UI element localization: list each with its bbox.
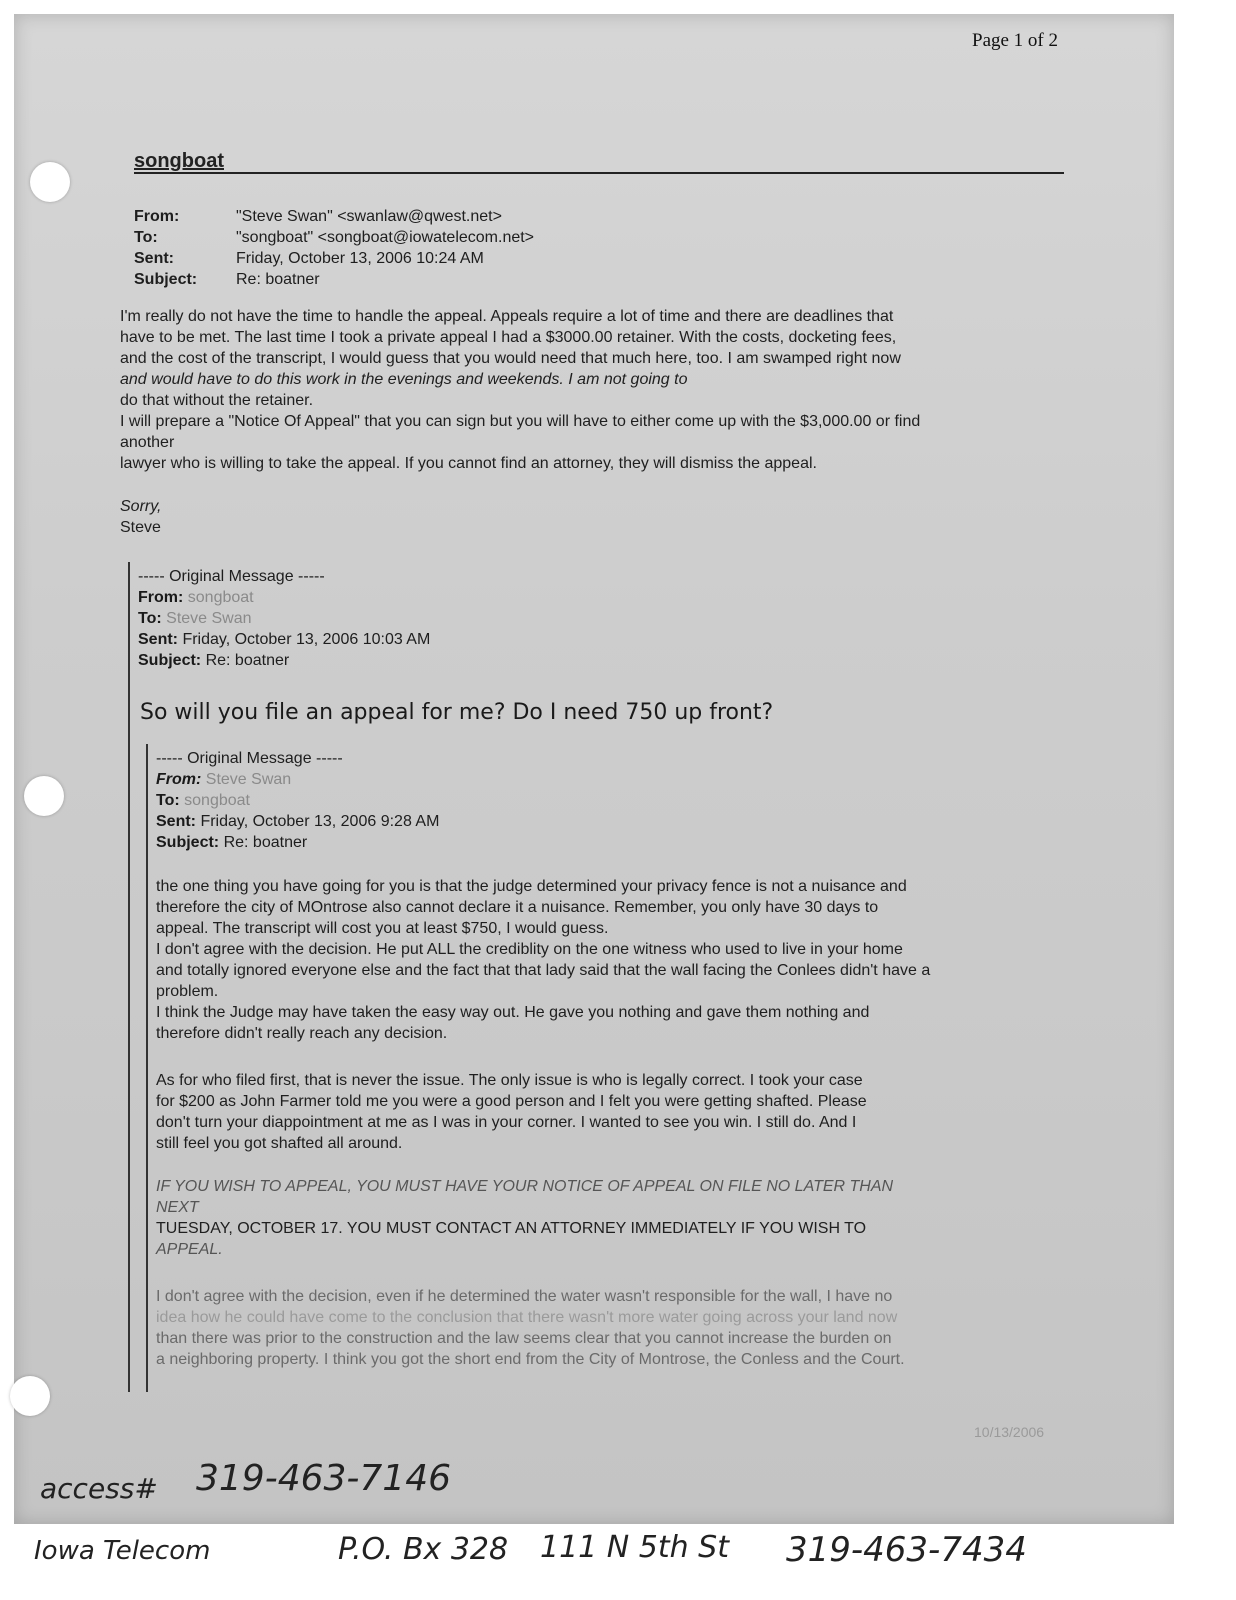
quote1-message: So will you file an appeal for me? Do I need 750 up front? <box>140 700 774 725</box>
quote2-sent-row <box>156 811 439 832</box>
print-date: 10/13/2006 <box>974 1424 1045 1440</box>
quote2-line: appeal. The transcript will cost you at least $750, I would guess. <box>156 920 609 937</box>
quote2-paragraph-1 <box>156 876 930 1044</box>
subject-row <box>134 269 534 290</box>
to-value: "songboat" <songboat@iowatelecom.net> <box>236 229 535 246</box>
punch-hole-bottom <box>10 1376 50 1416</box>
signoff-line: Steve <box>120 519 161 536</box>
quote2-line: therefore the city of MOntrose also cannot declare it a nuisance. Remember, you only have 30 days to <box>156 899 879 916</box>
quote1-subject-value: Re: boatner <box>205 652 290 669</box>
sent-value: Friday, October 13, 2006 10:24 AM <box>236 250 484 267</box>
quote1-subject-label: Subject: <box>138 652 202 669</box>
reply-line: and would have to do this work in the evenings and weekends. I am not going to <box>120 371 688 388</box>
quote2-line: and totally ignored everyone else and the fact that that lady said that the wall facing the Conlees didn't have a <box>156 962 931 979</box>
quote2-paragraph-3 <box>156 1176 893 1260</box>
reply-line: I will prepare a "Notice Of Appeal" that you can sign but you will have to either come up with the $3,000.00 or find <box>120 413 921 430</box>
sent-row <box>134 248 534 269</box>
quote2-line: don't turn your diappointment at me as I was in your corner. I wanted to see you win. I still do. And I <box>156 1114 857 1131</box>
quote2-line: I don't agree with the decision. He put ALL the crediblity on the one witness who used to live in your home <box>156 941 903 958</box>
punch-hole-top <box>30 162 70 202</box>
title-rule <box>134 172 1064 174</box>
quote2-line: As for who filed first, that is never the issue. The only issue is who is legally correct. I took your case <box>156 1072 863 1089</box>
quote1-sent-label: Sent: <box>138 631 178 648</box>
quote1-to-label: To: <box>138 610 162 627</box>
handwritten-company: Iowa Telecom <box>34 1536 211 1566</box>
quote2-to-label: To: <box>156 792 180 809</box>
quote1-from-value: songboat <box>187 589 254 606</box>
quote2-from-label: From: <box>156 771 202 788</box>
quote2-line: APPEAL. <box>156 1241 223 1258</box>
quote2-subject-row <box>156 832 439 853</box>
quote1-to-row <box>138 608 430 629</box>
signoff-line: Sorry, <box>120 498 162 515</box>
punch-hole-middle <box>24 776 64 816</box>
quote-bar-outer <box>128 562 130 1392</box>
quote2-sent-value: Friday, October 13, 2006 9:28 AM <box>200 813 440 830</box>
quote2-line: for $200 as John Farmer told me you were a good person and I felt you were getting shafted. Please <box>156 1093 867 1110</box>
quote2-to-row <box>156 790 439 811</box>
quote2-line: TUESDAY, OCTOBER 17. YOU MUST CONTACT AN ATTORNEY IMMEDIATELY IF YOU WISH TO <box>156 1220 867 1237</box>
quote2-line: problem. <box>156 983 219 1000</box>
quote2-line: NEXT <box>156 1199 199 1216</box>
quote1-sent-value: Friday, October 13, 2006 10:03 AM <box>182 631 431 648</box>
quote2-to-value: songboat <box>184 792 250 809</box>
quote2-line: than there was prior to the construction and the law seems clear that you cannot increase the burden on <box>156 1330 892 1347</box>
reply-line: another <box>120 434 175 451</box>
quote2-from-row <box>156 769 439 790</box>
quote2-line: still feel you got shafted all around. <box>156 1135 403 1152</box>
handwritten-phone: 319-463-7434 <box>786 1530 1027 1570</box>
quote1-divider: ----- Original Message ----- <box>138 568 325 585</box>
quote1-sent-row <box>138 629 430 650</box>
quote2-line: a neighboring property. I think you got the short end from the City of Montrose, the Conless and the Court. <box>156 1351 905 1368</box>
reply-body <box>120 306 920 474</box>
quote2-paragraph-4 <box>156 1286 905 1370</box>
reply-line: do that without the retainer. <box>120 392 314 409</box>
mailbox-title: songboat <box>134 150 224 172</box>
quote2-line: idea how he could have come to the conclusion that there wasn't more water going across your land now <box>156 1309 898 1326</box>
quote2-subject-value: Re: boatner <box>223 834 308 851</box>
reply-line: I'm really do not have the time to handle the appeal. Appeals require a lot of time and there are deadlines that <box>120 308 894 325</box>
from-label: From: <box>134 208 180 225</box>
quote1-to-value: Steve Swan <box>166 610 252 627</box>
quote2-subject-label: Subject: <box>156 834 220 851</box>
subject-label: Subject: <box>134 271 198 288</box>
from-row <box>134 206 534 227</box>
from-value: "Steve Swan" <swanlaw@qwest.net> <box>236 208 502 225</box>
quote2-divider: ----- Original Message ----- <box>156 750 343 767</box>
handwritten-po-box: P.O. Bx 328 <box>338 1532 509 1567</box>
email-header <box>134 206 534 290</box>
reply-line: have to be met. The last time I took a private appeal I had a $3000.00 retainer. With the costs, docketing fees, <box>120 329 897 346</box>
quote2-line: therefore didn't really reach any decision. <box>156 1025 448 1042</box>
quote2-sent-label: Sent: <box>156 813 196 830</box>
quote1-subject-row <box>138 650 430 671</box>
to-row <box>134 227 534 248</box>
quote2-line: IF YOU WISH TO APPEAL, YOU MUST HAVE YOUR NOTICE OF APPEAL ON FILE NO LATER THAN <box>156 1178 894 1195</box>
quote2-line: I think the Judge may have taken the easy way out. He gave you nothing and gave them nothing and <box>156 1004 870 1021</box>
quote-bar-inner <box>146 744 148 1392</box>
page-number: Page 1 of 2 <box>972 30 1059 51</box>
quote2-line: I don't agree with the decision, even if he determined the water wasn't responsible for the wall, I have no <box>156 1288 893 1305</box>
quote2-paragraph-2 <box>156 1070 867 1154</box>
quote1-from-label: From: <box>138 589 184 606</box>
sent-label: Sent: <box>134 250 174 267</box>
quote1-header <box>138 566 430 671</box>
to-label: To: <box>134 229 158 246</box>
handwritten-street: 111 N 5th St <box>540 1530 729 1565</box>
signoff <box>120 496 161 538</box>
quote2-line: the one thing you have going for you is that the judge determined your privacy fence is not a nuisance and <box>156 878 907 895</box>
quote1-from-row <box>138 587 430 608</box>
handwritten-access-label: access# <box>40 1472 158 1505</box>
quote2-header <box>156 748 439 853</box>
subject-value: Re: boatner <box>236 271 320 288</box>
reply-line: and the cost of the transcript, I would guess that you would need that much here, too. I am swamped right now <box>120 350 901 367</box>
handwritten-access-number: 319-463-7146 <box>196 1458 452 1499</box>
reply-line: lawyer who is willing to take the appeal. If you cannot find an attorney, they will dismiss the appeal. <box>120 455 817 472</box>
quote2-from-value: Steve Swan <box>205 771 292 788</box>
